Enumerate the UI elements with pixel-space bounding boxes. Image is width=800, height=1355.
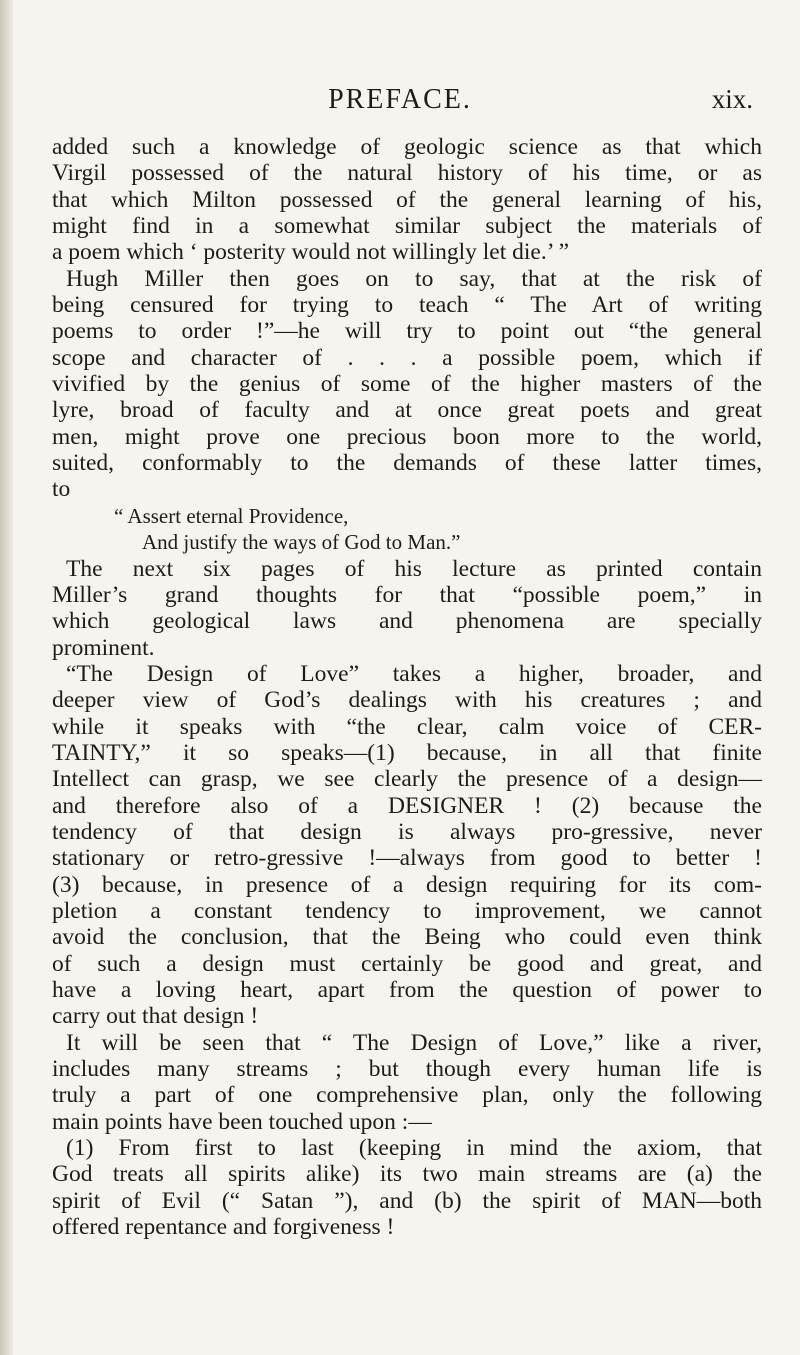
page-gutter-edge <box>0 0 13 1355</box>
text-line: poems to order !”—he will try to point out “the general <box>52 318 762 345</box>
text-line: God treats all spirits alike) its two main streams are (a) the <box>52 1161 762 1188</box>
text-line: that which Milton possessed of the general learning of his, <box>52 186 762 213</box>
text-line: Hugh Miller then goes on to say, that at the risk of <box>66 265 762 292</box>
page-header <box>0 84 800 120</box>
quotation-line: “ Assert eternal Providence, <box>114 503 349 528</box>
text-line: vivified by the genius of some of the higher masters of the <box>52 371 762 398</box>
quotation-line: And justify the ways of God to Man.” <box>142 530 461 555</box>
running-title: PREFACE. <box>328 84 472 115</box>
text-line: main points have been touched upon :— <box>52 1108 432 1135</box>
text-line: men, might prove one precious boon more to the world, <box>52 423 762 450</box>
text-line: TAINTY,” it so speaks—(1) because, in all that finite <box>52 739 762 766</box>
text-line: spirit of Evil (“ Satan ”), and (b) the spirit of MAN—both <box>52 1187 762 1214</box>
text-line: added such a knowledge of geologic science as that which <box>52 134 762 160</box>
text-line: while it speaks with “the clear, calm voice of CER- <box>52 713 762 740</box>
text-line: to <box>52 476 71 503</box>
text-line: tendency of that design is always pro-gressive, never <box>52 818 762 845</box>
text-line: deeper view of God’s dealings with his creatures ; and <box>52 687 762 714</box>
text-line: Intellect can grasp, we see clearly the presence of a design— <box>52 766 762 793</box>
text-line: The next six pages of his lecture as printed contain <box>66 555 762 582</box>
text-line: of such a design must certainly be good and great, and <box>52 950 762 977</box>
text-line: and therefore also of a DESIGNER ! (2) because the <box>52 792 762 819</box>
text-line: carry out that design ! <box>52 1003 259 1030</box>
text-line: prominent. <box>52 634 155 661</box>
text-line: scope and character of . . . a possible poem, which if <box>52 344 762 371</box>
text-line: avoid the conclusion, that the Being who could even think <box>52 924 762 951</box>
text-line: pletion a constant tendency to improvement, we cannot <box>52 897 762 924</box>
text-line: lyre, broad of faculty and at once great poets and great <box>52 397 762 424</box>
text-line: It will be seen that “ The Design of Love,” like a river, <box>66 1029 762 1056</box>
text-line: includes many streams ; but though every human life is <box>52 1056 762 1083</box>
text-line: being censured for trying to teach “ The Art of writing <box>52 292 762 319</box>
text-line: (1) From first to last (keeping in mind the axiom, that <box>66 1135 762 1162</box>
text-line: (3) because, in presence of a design requiring for its com- <box>52 871 762 898</box>
page-number: xix. <box>711 84 753 114</box>
text-line: have a loving heart, apart from the question of power to <box>52 977 762 1003</box>
text-line: “The Design of Love” takes a higher, broader, and <box>66 660 762 687</box>
text-line: which geological laws and phenomena are specially <box>52 608 762 635</box>
text-line: stationary or retro-gressive !—always from good to better ! <box>52 845 762 872</box>
text-line: Miller’s grand thoughts for that “possible poem,” in <box>52 581 762 608</box>
text-line: a poem which ‘ posterity would not willingly let die.’ ” <box>52 239 570 266</box>
body-text <box>52 134 762 1240</box>
text-line: might find in a somewhat similar subject the materials of <box>52 213 762 240</box>
text-line: suited, conformably to the demands of these latter times, <box>52 450 762 477</box>
text-line: Virgil possessed of the natural history of his time, or as <box>52 160 762 187</box>
text-line: offered repentance and forgiveness ! <box>52 1214 395 1241</box>
text-line: truly a part of one comprehensive plan, only the following <box>52 1082 762 1109</box>
